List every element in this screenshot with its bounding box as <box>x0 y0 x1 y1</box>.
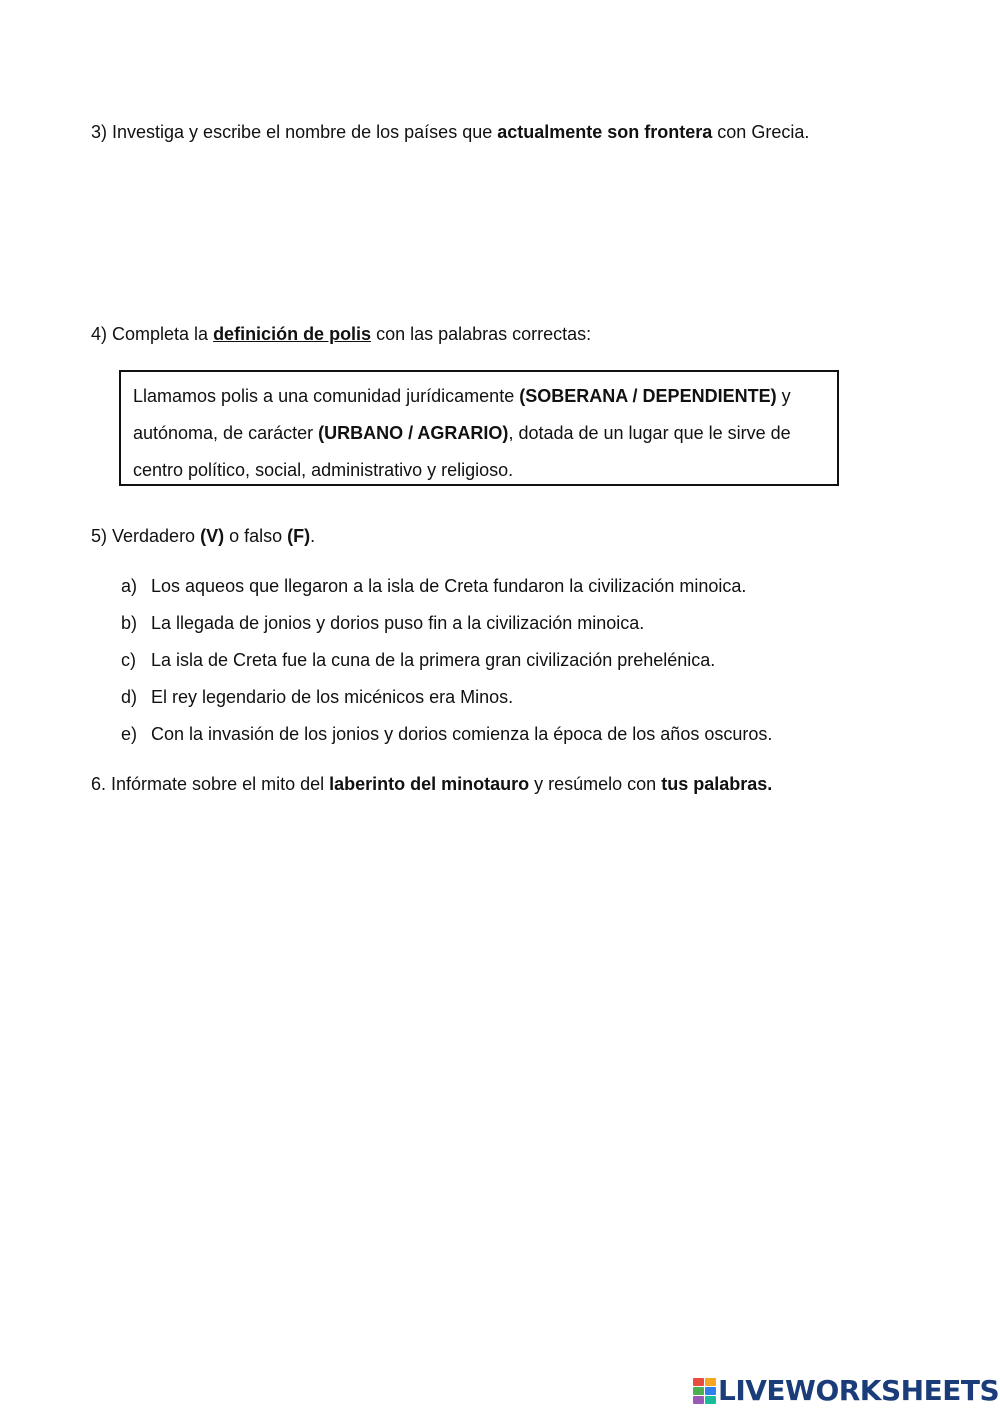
logo-square <box>705 1387 716 1395</box>
brand-name: LIVEWORKSHEETS <box>718 1374 1000 1407</box>
list-item <box>121 647 772 684</box>
definition-line-1-a: Llamamos polis a una comunidad jurídicamente <box>133 386 520 406</box>
list-item-letter: e) <box>121 724 138 744</box>
definition-line-2-b: , dotada de un lugar que le sirve de <box>508 423 791 443</box>
question-5-middle: o falso <box>224 526 288 546</box>
liveworksheets-logo-icon <box>693 1378 715 1404</box>
list-item-text: Los aqueos que llegaron a la isla de Creta fundaron la civilización minoica. <box>151 576 747 596</box>
question-3-suffix: con Grecia. <box>712 122 810 142</box>
definition-line-2-a: autónoma, de carácter <box>133 423 319 443</box>
logo-square <box>693 1396 704 1404</box>
question-4-underlined: definición de polis <box>213 324 372 344</box>
list-item-letter: b) <box>121 613 138 633</box>
list-item <box>121 610 772 647</box>
definition-choice-soberana: (SOBERANA / DEPENDIENTE) <box>519 386 777 406</box>
list-item-letter: a) <box>121 576 138 596</box>
question-5-v: (V) <box>200 526 225 546</box>
logo-square <box>705 1396 716 1404</box>
list-item-text: El rey legendario de los micénicos era Minos. <box>151 687 514 707</box>
list-item-text: La llegada de jonios y dorios puso fin a la civilización minoica. <box>151 613 645 633</box>
question-4 <box>91 323 591 346</box>
list-item-letter: d) <box>121 687 138 707</box>
question-5-suffix: . <box>310 526 316 546</box>
question-5-f: (F) <box>287 526 311 546</box>
logo-square <box>693 1378 704 1386</box>
definition-box <box>119 370 839 486</box>
question-6 <box>91 773 772 796</box>
question-5-prefix: 5) Verdadero <box>91 526 201 546</box>
logo-square <box>705 1378 716 1386</box>
question-3 <box>91 121 809 144</box>
question-3-bold: actualmente son frontera <box>497 122 713 142</box>
list-item-text: Con la invasión de los jonios y dorios comienza la época de los años oscuros. <box>151 724 773 744</box>
definition-line-1 <box>133 378 825 415</box>
list-item <box>121 684 772 721</box>
question-4-prefix: 4) Completa la <box>91 324 214 344</box>
question-4-suffix: con las palabras correctas: <box>371 324 592 344</box>
question-6-bold-2: tus palabras. <box>661 774 773 794</box>
list-item-text: La isla de Creta fue la cuna de la primera gran civilización prehelénica. <box>151 650 716 670</box>
question-6-middle: y resúmelo con <box>529 774 662 794</box>
definition-line-1-b: y <box>776 386 791 406</box>
true-false-list <box>121 573 772 758</box>
question-5 <box>91 525 315 548</box>
definition-line-2 <box>133 415 825 452</box>
question-6-prefix: 6. Infórmate sobre el mito del <box>91 774 330 794</box>
logo-square <box>693 1387 704 1395</box>
definition-line-3: centro político, social, administrativo y religioso. <box>133 460 514 480</box>
list-item <box>121 573 772 610</box>
definition-choice-urbano: (URBANO / AGRARIO) <box>318 423 509 443</box>
question-6-bold-1: laberinto del minotauro <box>329 774 530 794</box>
list-item <box>121 721 772 758</box>
list-item-letter: c) <box>121 650 136 670</box>
liveworksheets-brand <box>693 1374 999 1408</box>
question-3-prefix: 3) Investiga y escribe el nombre de los países que <box>91 122 498 142</box>
